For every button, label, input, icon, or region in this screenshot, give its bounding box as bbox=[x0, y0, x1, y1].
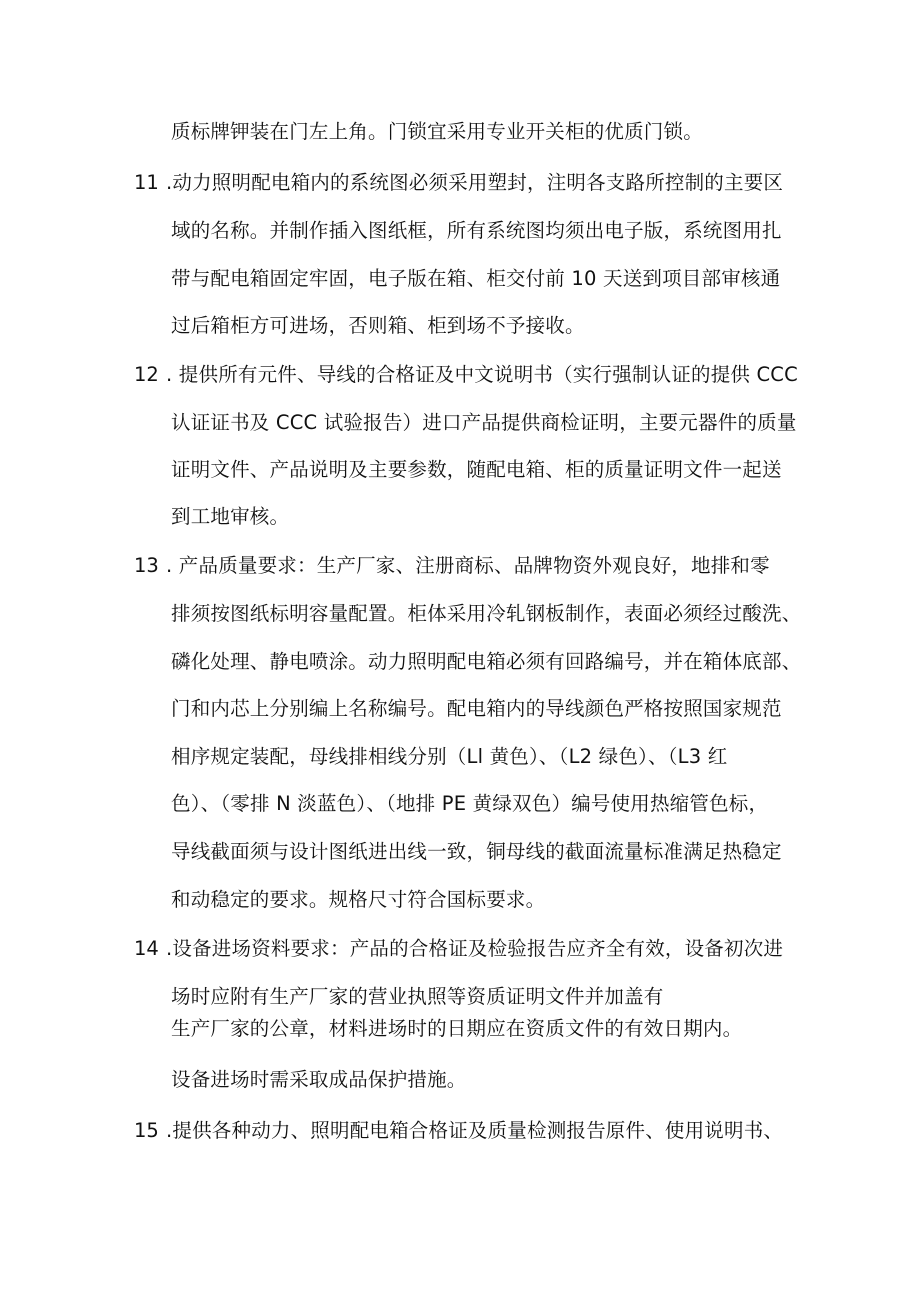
item-11-line-1: .动力照明配电箱内的系统图必须采用塑封，注明各支路所控制的主要区 bbox=[166, 171, 784, 194]
item-13-line-6: 色）、（零排 N 淡蓝色）、（地排 PE 黄绿双色）编号使用热缩管色标， bbox=[171, 792, 769, 815]
item-14-line-1: .设备进场资料要求：产品的合格证及检验报告应齐全有效，设备初次进 bbox=[166, 937, 784, 960]
item-13-line-7: 导线截面须与设计图纸进出线一致，铜母线的截面流量标准满足热稳定 bbox=[171, 840, 782, 863]
item-13-line-1: . 产品质量要求：生产厂家、注册商标、品牌物资外观良好，地排和零 bbox=[166, 554, 770, 577]
item-13-line-8: 和动稳定的要求。规格尺寸符合国标要求。 bbox=[171, 888, 546, 911]
item-number-13: 13 bbox=[134, 554, 159, 577]
item-number-11: 11 bbox=[134, 171, 159, 194]
item-14-line-4: 设备进场时需采取成品保护措施。 bbox=[171, 1068, 467, 1091]
item-number-15: 15 bbox=[134, 1119, 159, 1142]
item-12-line-4: 到工地审核。 bbox=[171, 505, 290, 528]
item-15-line-1: .提供各种动力、照明配电箱合格证及质量检测报告原件、使用说明书、 bbox=[166, 1119, 784, 1142]
item-11-line-2: 域的名称。并制作插入图纸框，所有系统图均须出电子版，系统图用扎 bbox=[171, 219, 782, 242]
item-13-line-3: 磷化处理、静电喷涂。动力照明配电箱必须有回路编号，并在箱体底部、 bbox=[171, 650, 802, 673]
item-12-line-3: 证明文件、产品说明及主要参数，随配电箱、柜的质量证明文件一起送 bbox=[171, 458, 782, 481]
item-13-line-2: 排须按图纸标明容量配置。柜体采用冷轧钢板制作，表面必须经过酸洗、 bbox=[171, 602, 802, 625]
item-11-line-4: 过后箱柜方可进场，否则箱、柜到场不予接收。 bbox=[171, 314, 585, 337]
item-11-line-3: 带与配电箱固定牢固，电子版在箱、柜交付前 10 天送到项目部审核通 bbox=[171, 267, 781, 290]
item-13-line-5: 相序规定装配，母线排相线分别（Ll 黄色）、（L2 绿色）、（L3 红 bbox=[171, 745, 728, 768]
item-number-12: 12 bbox=[134, 363, 159, 386]
item-number-14: 14 bbox=[134, 937, 159, 960]
item-14-line-3: 生产厂家的公章，材料进场时的日期应在资质文件的有效日期内。 bbox=[171, 1017, 743, 1040]
item-14-line-2: 场时应附有生产厂家的营业执照等资质证明文件并加盖有 bbox=[171, 985, 664, 1008]
item-12-line-2: 认证证书及 CCC 试验报告）进口产品提供商检证明，主要元器件的质量 bbox=[171, 411, 797, 434]
item-12-line-1: . 提供所有元件、导线的合格证及中文说明书（实行强制认证的提供 CCC bbox=[166, 363, 798, 386]
item-13-line-4: 门和内芯上分别编上名称编号。配电箱内的导线颜色严格按照国家规范 bbox=[171, 697, 782, 720]
continuation-line: 质标牌钾装在门左上角。门锁宜采用专业开关柜的优质门锁。 bbox=[171, 120, 703, 143]
